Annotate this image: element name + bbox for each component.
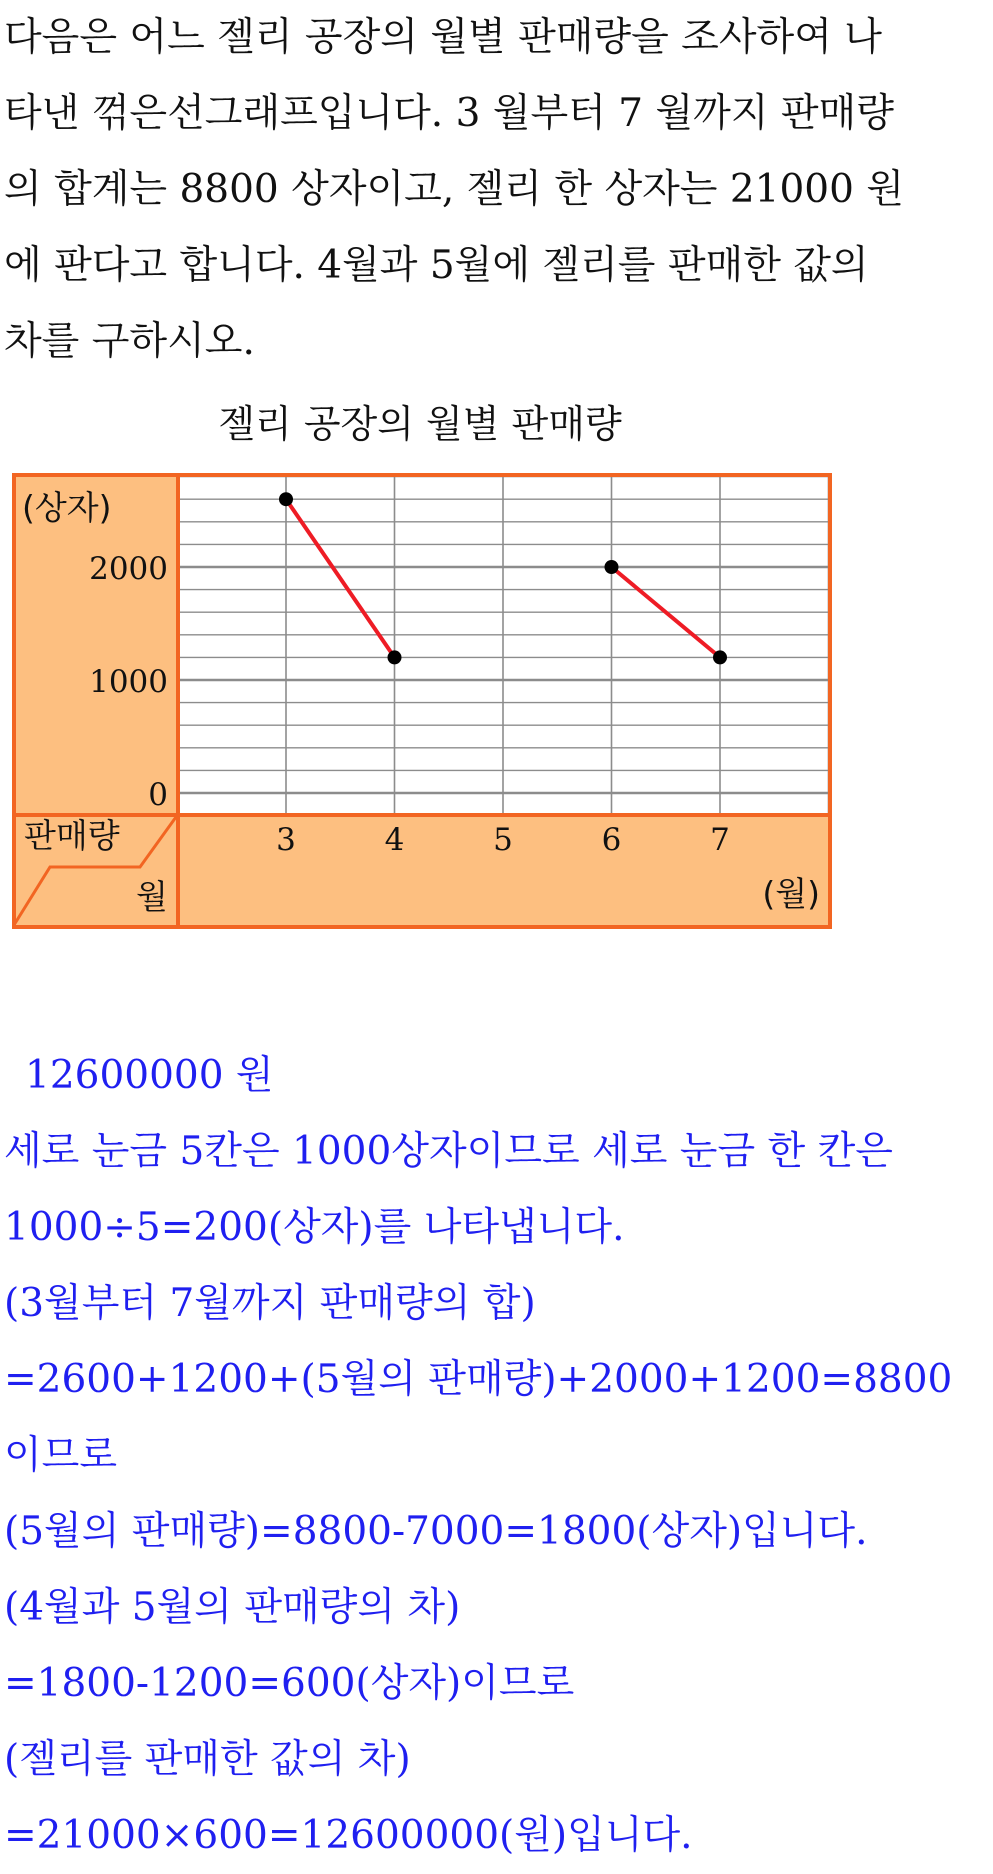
solution-line: =1800-1200=600(상자)이므로 (4, 1661, 575, 1706)
y-tick-label: 1000 (89, 664, 168, 700)
chart-plot-background (178, 475, 830, 815)
sales-line-chart (0, 395, 993, 935)
solution-line: 1000÷5=200(상자)를 나타냅니다. (4, 1205, 625, 1250)
problem-line: 다음은 어느 젤리 공장의 월별 판매량을 조사하여 나 (4, 15, 882, 60)
solution-line: 이므로 (4, 1433, 118, 1478)
chart-ylabel: (상자) (22, 488, 112, 527)
data-point (388, 650, 402, 664)
y-tick-label: 0 (148, 777, 168, 813)
problem-text (4, 0, 989, 380)
y-tick-label: 2000 (89, 551, 168, 587)
problem-line: 타낸 꺾은선그래프입니다. 3 월부터 7 월까지 판매량 (4, 91, 894, 136)
chart-title: 젤리 공장의 월별 판매량 (218, 402, 622, 446)
x-tick-label: 4 (384, 822, 405, 858)
data-point (713, 650, 727, 664)
solution-line: =2600+1200+(5월의 판매량)+2000+1200=8800 (4, 1357, 953, 1402)
solution-line: (5월의 판매량)=8800-7000=1800(상자)입니다. (4, 1509, 868, 1554)
problem-line: 차를 구하시오. (4, 319, 255, 364)
problem-line: 에 판다고 합니다. 4월과 5월에 젤리를 판매한 값의 (4, 243, 869, 288)
solution-section (4, 1038, 989, 1874)
solution-line: 세로 눈금 5칸은 1000상자이므로 세로 눈금 한 칸은 (4, 1129, 893, 1174)
solution-line: (젤리를 판매한 값의 차) (4, 1737, 411, 1782)
data-point (279, 492, 293, 506)
x-tick-label: 6 (601, 822, 622, 858)
x-tick-label: 3 (276, 822, 296, 858)
x-tick-label: 5 (493, 822, 513, 858)
answer-text: 12600000 원 (25, 1053, 274, 1098)
solution-line: (3월부터 7월까지 판매량의 합) (4, 1281, 536, 1326)
chart-corner-bottom-label: 월 (136, 877, 168, 916)
x-tick-label: 7 (710, 822, 730, 858)
solution-line: =21000×600=12600000(원)입니다. (4, 1813, 693, 1858)
problem-line: 의 합계는 8800 상자이고, 젤리 한 상자는 21000 원 (4, 167, 904, 212)
chart-xlabel: (월) (762, 874, 820, 913)
chart-corner-top-label: 판매량 (24, 816, 120, 855)
solution-line: (4월과 5월의 판매량의 차) (4, 1585, 461, 1630)
data-point (605, 560, 619, 574)
